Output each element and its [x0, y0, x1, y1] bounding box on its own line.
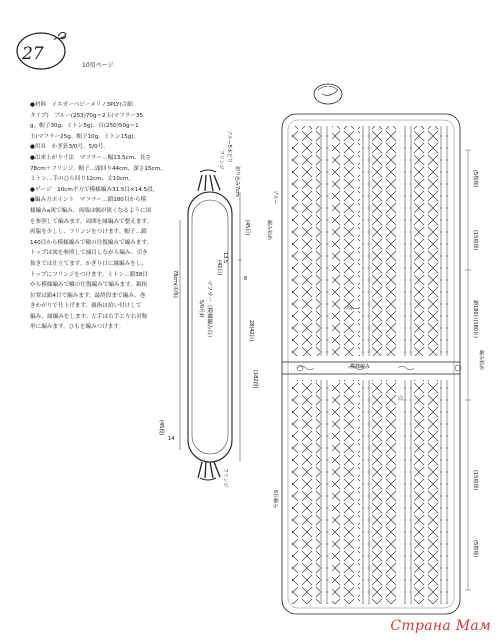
stitch-columns	[292, 126, 450, 604]
crochet-chart	[258, 70, 488, 630]
pattern-number: 27	[22, 44, 44, 64]
scarf-body-label: マフラー（模様編み白）	[206, 280, 212, 341]
watermark-text-b: Мам	[455, 618, 491, 634]
center-label-1: 模様編み	[350, 364, 371, 370]
start-loop-icon	[314, 84, 342, 104]
text-line: ●編み方ポイント マフラー…鎖180目から模	[30, 197, 147, 204]
text-line: 位置は鎖4目で編みます。最終段まで編み、巻	[30, 292, 146, 299]
text-line: ●材料 イエガーベビーメリノ3PLY(合細	[30, 102, 133, 108]
dim-d: 14	[168, 436, 175, 442]
text-line: g、帽子30g、ミトン5g)、白(250)50g＝1	[30, 123, 139, 130]
text-line: 両脇を少しし、フリンジをつけます。帽子…鎖	[30, 229, 147, 236]
scarf-length-label: 78cm(本体)	[172, 270, 178, 298]
width-label: 13.5	[222, 252, 228, 264]
right-label-2: (15模様)	[472, 230, 478, 251]
text-line: タイプ) ブルー(253)70g＝2玉(マフラー35	[30, 112, 143, 119]
text-line: 140目から模様編みで輪の往復編みで編みます。	[30, 239, 153, 246]
watermark	[390, 618, 491, 634]
text-line: 抜きでは仕立てます。かぎり口に縁編みをし、	[30, 260, 148, 267]
middle-band	[282, 362, 461, 374]
side-note-1: ブルー	[272, 190, 278, 205]
text-line: 玉(マフラー25g、帽子10g、ミトン15g)。	[30, 133, 140, 140]
bottom-fringe-icon	[198, 462, 220, 480]
fringe-note: フリンジ	[218, 150, 224, 170]
right-label-6: (5模様)	[472, 540, 478, 558]
side-note-3: 5目編み	[272, 490, 278, 509]
width-stitch-label: (42目)	[216, 260, 222, 276]
right-label-5: (15模様)	[472, 470, 478, 491]
text-line: ●用具 かぎ針3/0号、5/0号。	[30, 144, 109, 151]
text-line: ●出来上がり寸法 マフラー…幅13.5cm、長さ	[30, 154, 151, 161]
watermark-text-a: Страна	[390, 618, 456, 634]
text-line: から模様編みで輪の往復編みで編みます。親指	[30, 282, 148, 289]
text-line: 編み、縁編みをします。左手は右手と左右対称	[30, 313, 148, 320]
dim-a: 28(42目)	[248, 320, 254, 342]
text-line: を参照して編みます。周囲を縁編みで整えます。	[30, 218, 153, 225]
text-line: ●ゲージ 10cm平方で模様編み31.5目×14.5段。	[30, 186, 159, 193]
text-line: ミトン…手のひら回り12cm、丈10cm。	[30, 176, 135, 183]
top-fringe-icon	[198, 170, 220, 191]
side-note-2: 編み始め	[266, 220, 272, 241]
text-line: トップは図を参照して減目しながら編み、引き	[30, 250, 148, 257]
text-line: きかがりで仕上げます。親指は拾い付けして	[30, 303, 142, 310]
side-top-label: (45目)	[244, 220, 250, 236]
center-label-2: ブルー	[344, 306, 359, 312]
cut-length: 切り込み7cm	[234, 166, 240, 197]
center-label-3: 白	[398, 396, 404, 402]
dim-c: (182段)	[252, 370, 258, 389]
dim-e: (45段)	[158, 420, 164, 436]
fringe-detail: ブルー5本どり	[226, 130, 232, 163]
scarf-schematic	[150, 120, 260, 490]
right-label-4: 鎖180目(180目)	[472, 300, 478, 338]
text-line: 様編みa図で編み、両端は幅が狭くなるように図	[30, 207, 152, 214]
text-line: 形に編みます。ひもを編みつけます。	[30, 324, 125, 331]
text-line: 78cm＋フリンジ、帽子…頭回り44cm、深さ15cm、	[30, 165, 166, 172]
right-label-1: (5模様)	[472, 170, 478, 188]
bottom-fringe-label: フリンジ	[222, 468, 228, 488]
dim-b: 6	[244, 276, 248, 282]
text-line: トップにフリンジをつけます。ミトン…鎖38目	[30, 271, 149, 278]
page-reference: 10页ページ	[82, 62, 114, 69]
right-label-3: 編み始め	[478, 350, 484, 371]
needle-note: 5/0号針	[198, 300, 204, 319]
